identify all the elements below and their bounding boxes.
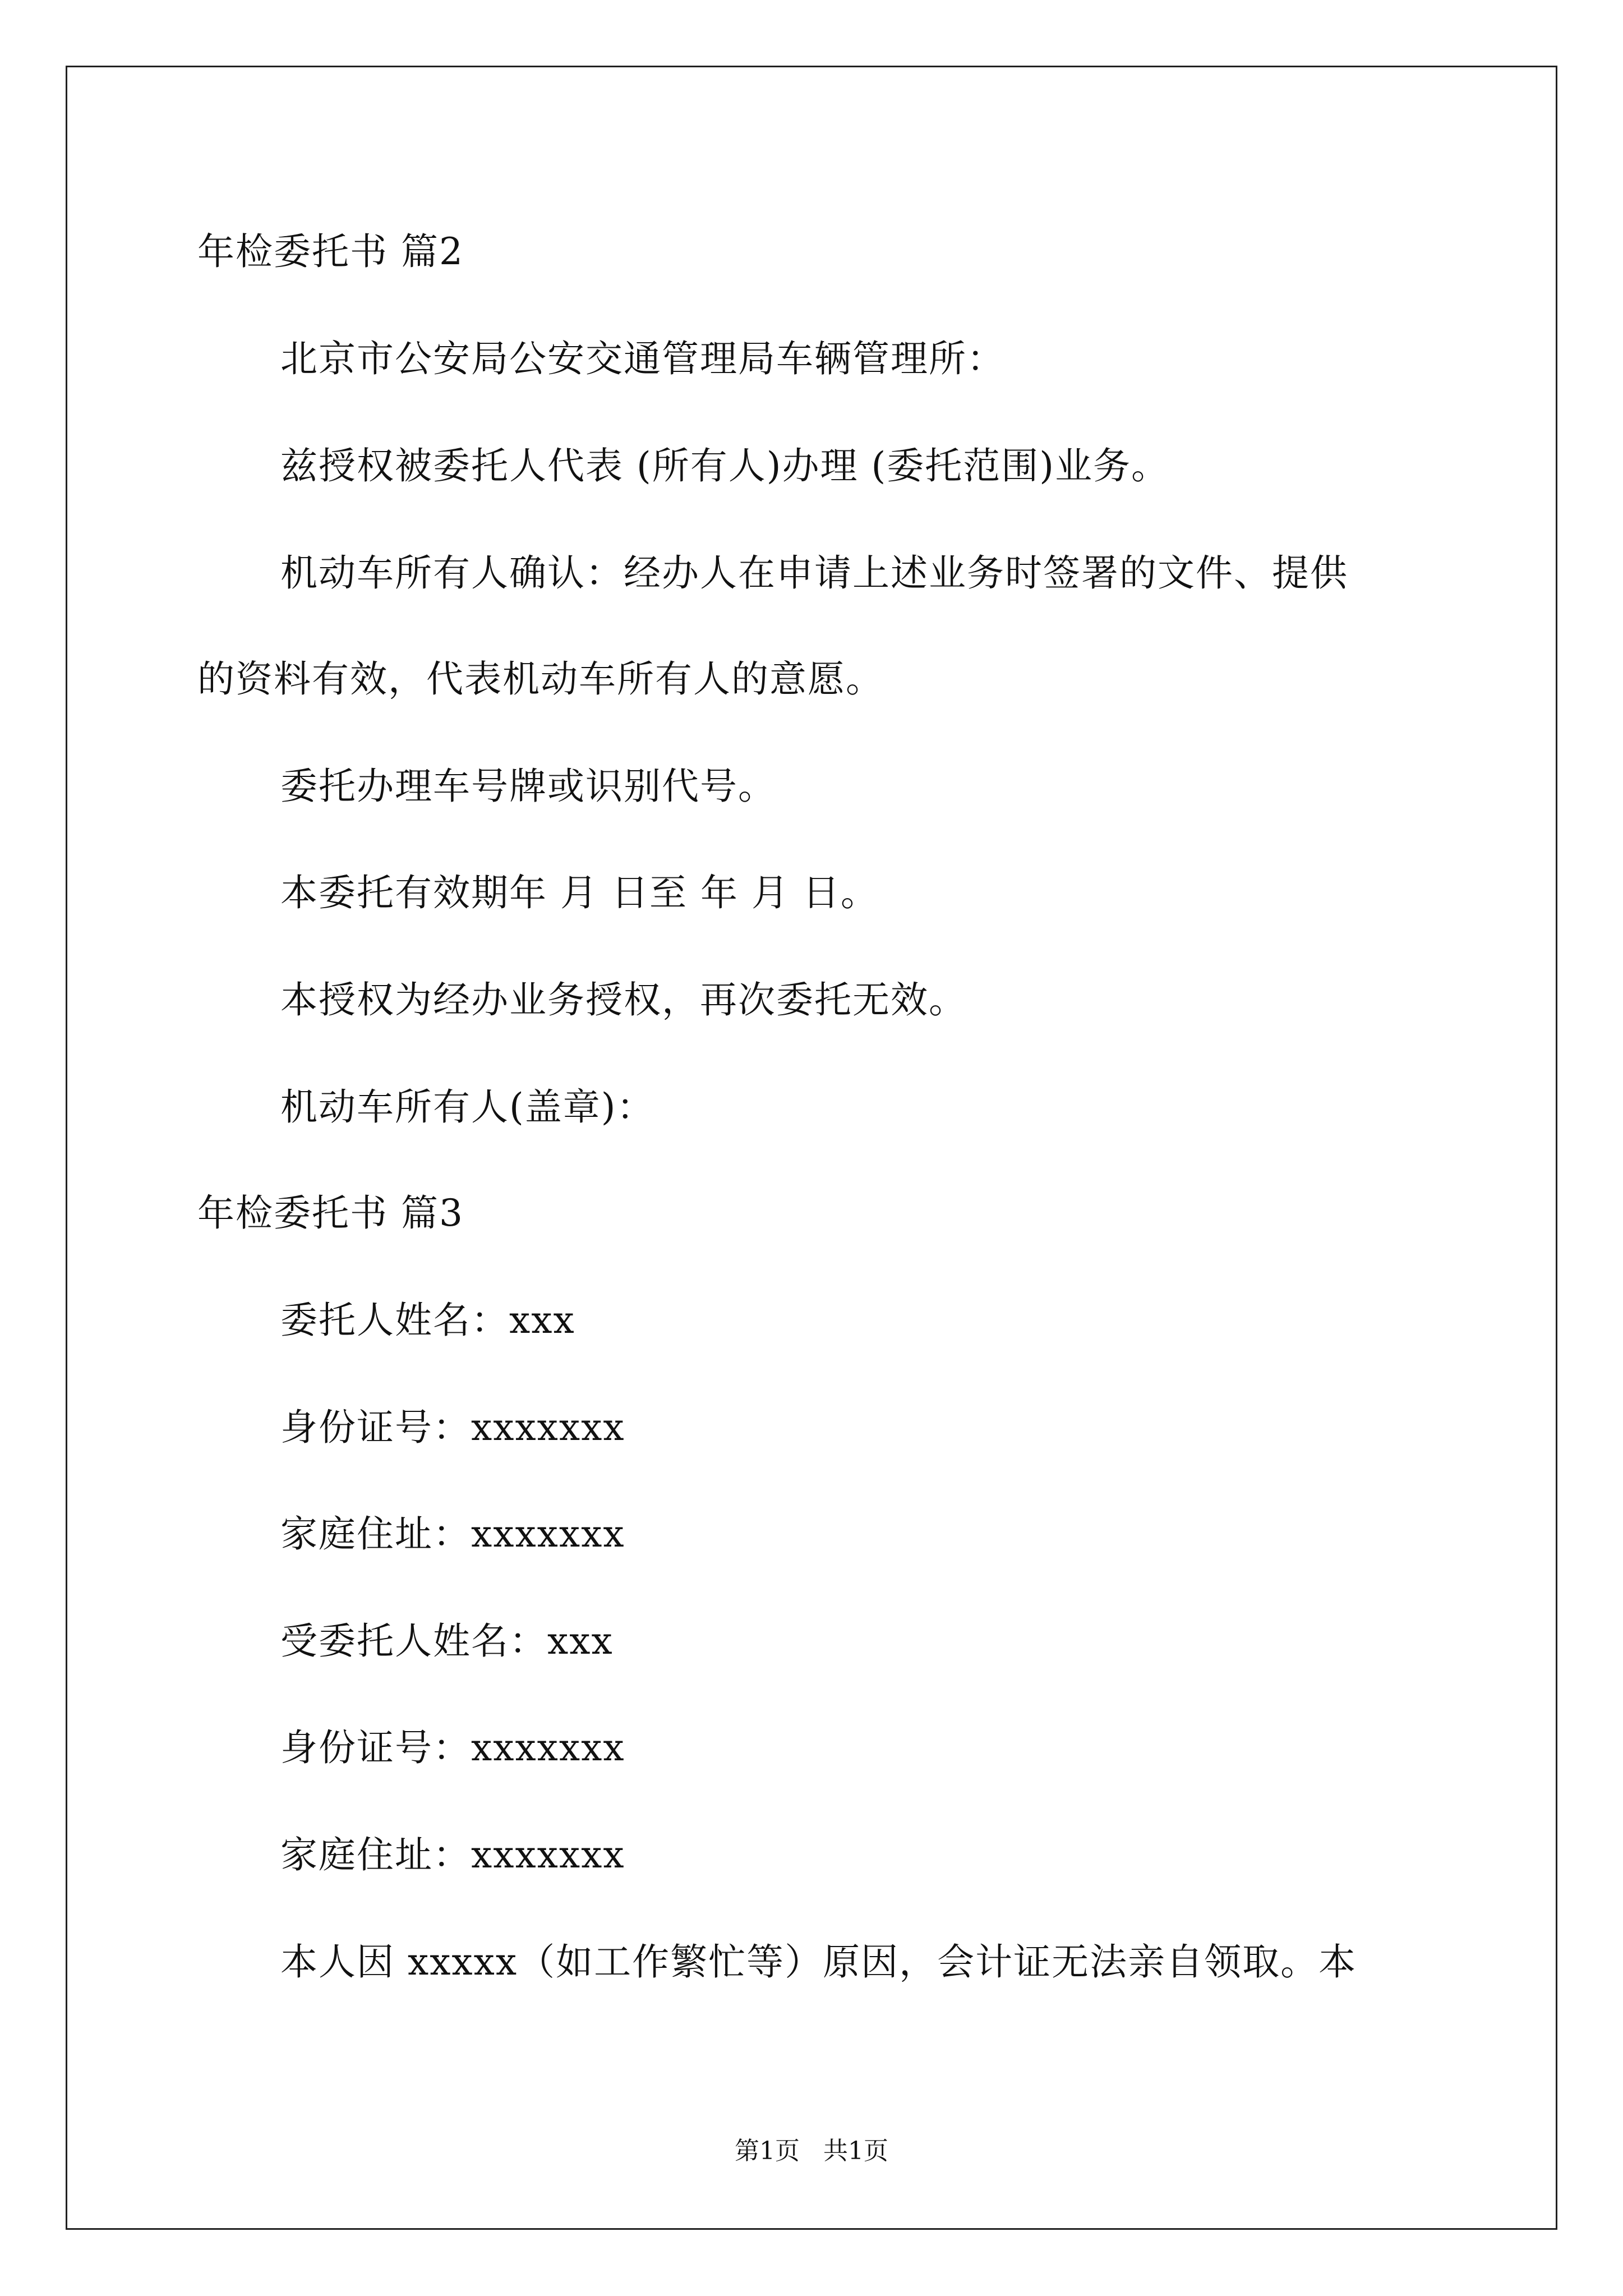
agent-address: 家庭住址：xxxxxxx (280, 1833, 625, 1876)
agent-id: 身份证号：xxxxxxx (280, 1726, 625, 1769)
confirmation-line-1: 机动车所有人确认：经办人在申请上述业务时签署的文件、提供 (280, 551, 1348, 595)
addressee: 北京市公安局公安交通管理局车辆管理所： (280, 337, 1005, 380)
owner-seal-label: 机动车所有人(盖章)： (280, 1085, 655, 1129)
scope-text: 本授权为经办业务授权，再次委托无效。 (280, 978, 967, 1022)
section-heading-3: 年检委托书 篇3 (197, 1191, 464, 1235)
principal-id: 身份证号：xxxxxxx (280, 1406, 625, 1449)
confirmation-line-2: 的资料有效，代表机动车所有人的意愿。 (197, 657, 884, 701)
section-heading-2: 年检委托书 篇2 (197, 230, 464, 273)
principal-name: 委托人姓名：xxx (280, 1299, 575, 1342)
validity-text: 本委托有效期年 月 日至 年 月 日。 (280, 871, 879, 914)
reason-text: 本人因 xxxxx（如工作繁忙等）原因，会计证无法亲自领取。本 (280, 1940, 1357, 1984)
agent-name: 受委托人姓名：xxx (280, 1619, 614, 1663)
principal-address: 家庭住址：xxxxxxx (280, 1512, 625, 1556)
plate-text: 委托办理车号牌或识别代号。 (280, 765, 776, 808)
page-footer: 第1页 共1页 (735, 2137, 888, 2165)
authorization-text: 兹授权被委托人代表 (所有人)办理 (委托范围)业务。 (280, 444, 1169, 487)
page-frame (66, 66, 1557, 2230)
